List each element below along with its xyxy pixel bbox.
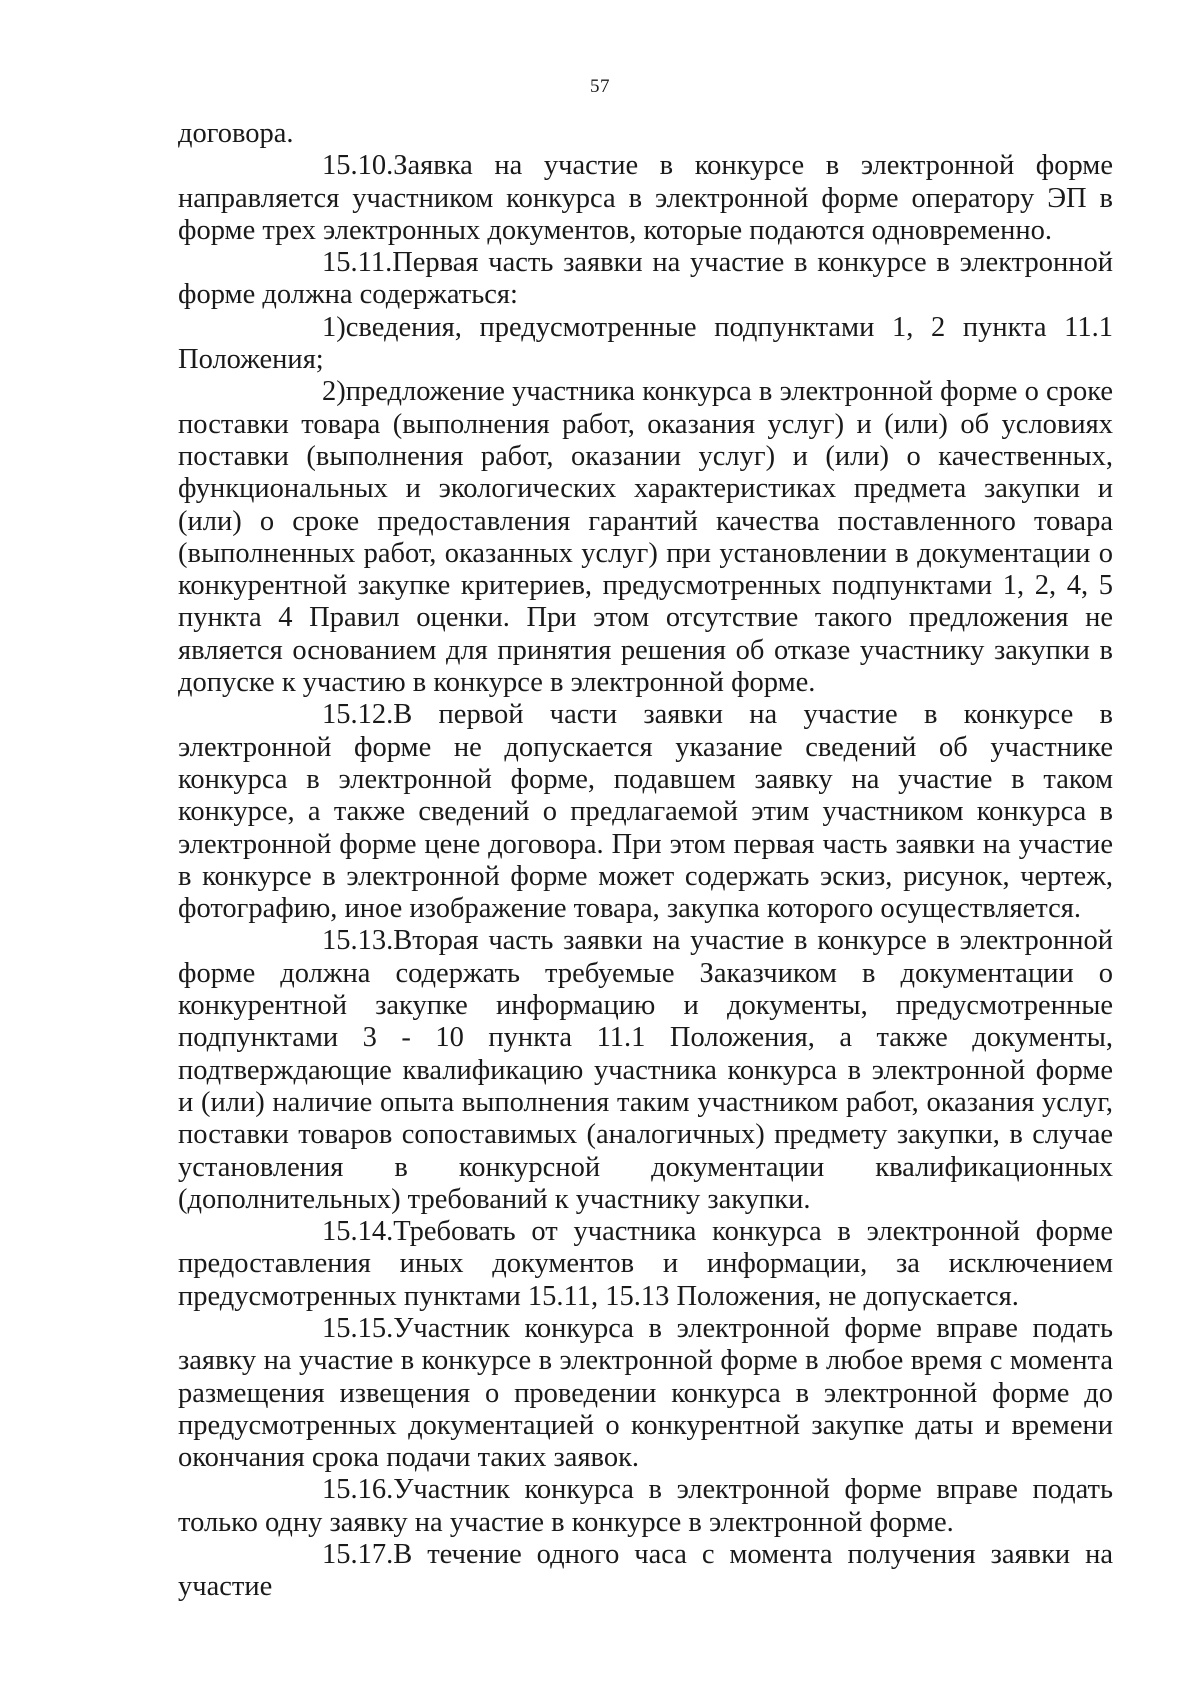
sub-item-number: 1) (322, 311, 346, 343)
sub-item-text: сведения, предусмотренные подпунктами 1, 2 пункта 11.1 Положения; (178, 311, 1113, 376)
clause-number: 15.16. (322, 1474, 394, 1506)
clause-number: 15.15. (322, 1312, 394, 1344)
paragraph-continuation (178, 118, 1113, 150)
clause-text: Участник конкурса в электронной форме вправе подать заявку на участие в конкурсе в электронной форме в любое время с момента размещения извещения о проведении конкурса в электронной форме до предусмотренных документацией о конкурентной закупке даты и времени окончания срока подачи таких заявок. (178, 1312, 1113, 1474)
clause-number: 15.17. (322, 1539, 394, 1571)
document-body (178, 118, 1113, 1604)
clause-text: Вторая часть заявки на участие в конкурсе в электронной форме должна содержать требуемые Заказчиком в документации о конкурентной закупке информацию и документы, предусмотренные подпунктами 3 - 10 пункта 11.1 Положения, а также документы, подтверждающие квалификацию участника конкурса в электронной форме и (или) наличие опыта выполнения таким участником работ, оказания услуг, поставки товаров сопоставимых (аналогичных) предмету закупки, в случае установления в конкурсной документации квалификационных (дополнительных) требований к участнику закупки. (178, 925, 1113, 1215)
clause-15-10 (178, 150, 1113, 247)
clause-number: 15.12. (322, 699, 394, 731)
clause-15-15 (178, 1313, 1113, 1474)
paragraph-text: договора. (178, 118, 294, 149)
clause-15-16 (178, 1474, 1113, 1539)
clause-number: 15.10. (322, 150, 394, 182)
clause-15-11 (178, 247, 1113, 312)
clause-number: 15.11. (322, 247, 393, 279)
clause-15-17 (178, 1539, 1113, 1604)
clause-text: В течение одного часа с момента получения заявки на участие (178, 1539, 1113, 1603)
clause-number: 15.13. (322, 925, 394, 957)
clause-text: Первая часть заявки на участие в конкурсе в электронной форме должна содержаться: (178, 247, 1113, 311)
clause-text: Участник конкурса в электронной форме вправе подать только одну заявку на участие в конкурсе в электронной форме. (178, 1474, 1113, 1538)
clause-15-12 (178, 699, 1113, 925)
sub-item-1 (178, 312, 1113, 377)
clause-text: Требовать от участника конкурса в электронной форме предоставления иных документов и информации, за исключением предусмотренных пунктами 15.11, 15.13 Положения, не допускается. (178, 1216, 1113, 1312)
clause-text: В первой части заявки на участие в конкурсе в электронной форме не допускается указание сведений об участнике конкурса в электронной форме, подавшем заявку на участие в таком конкурсе, а также сведений о предлагаемой этим участником конкурса в электронной форме цене договора. При этом первая часть заявки на участие в конкурсе в электронной форме может содержать эскиз, рисунок, чертеж, фотографию, иное изображение товара, закупка которого осуществляется. (178, 699, 1113, 925)
clause-15-13 (178, 925, 1113, 1216)
page-number: 57 (590, 76, 610, 97)
clause-15-14 (178, 1216, 1113, 1313)
sub-item-number: 2) (322, 376, 346, 408)
sub-item-2 (178, 376, 1113, 699)
clause-number: 15.14. (322, 1216, 394, 1248)
clause-text: Заявка на участие в конкурсе в электронной форме направляется участником конкурса в электронной форме оператору ЭП в форме трех электронных документов, которые подаются одновременно. (178, 150, 1113, 246)
sub-item-text: предложение участника конкурса в электронной форме о сроке поставки товара (выполнения работ, оказания услуг) и (или) об условиях поставки (выполнения работ, оказании услуг) и (или) о качественных, функциональных и экологических характеристиках предмета закупки и (или) о сроке предоставления гарантий качества поставленного товара (выполненных работ, оказанных услуг) при установлении в документации о конкурентной закупке критериев, предусмотренных подпунктами 1, 2, 4, 5 пункта 4 Правил оценки. При этом отсутствие такого предложения не является основанием для принятия решения об отказе участнику закупки в допуске к участию в конкурсе в электронной форме. (178, 376, 1113, 699)
